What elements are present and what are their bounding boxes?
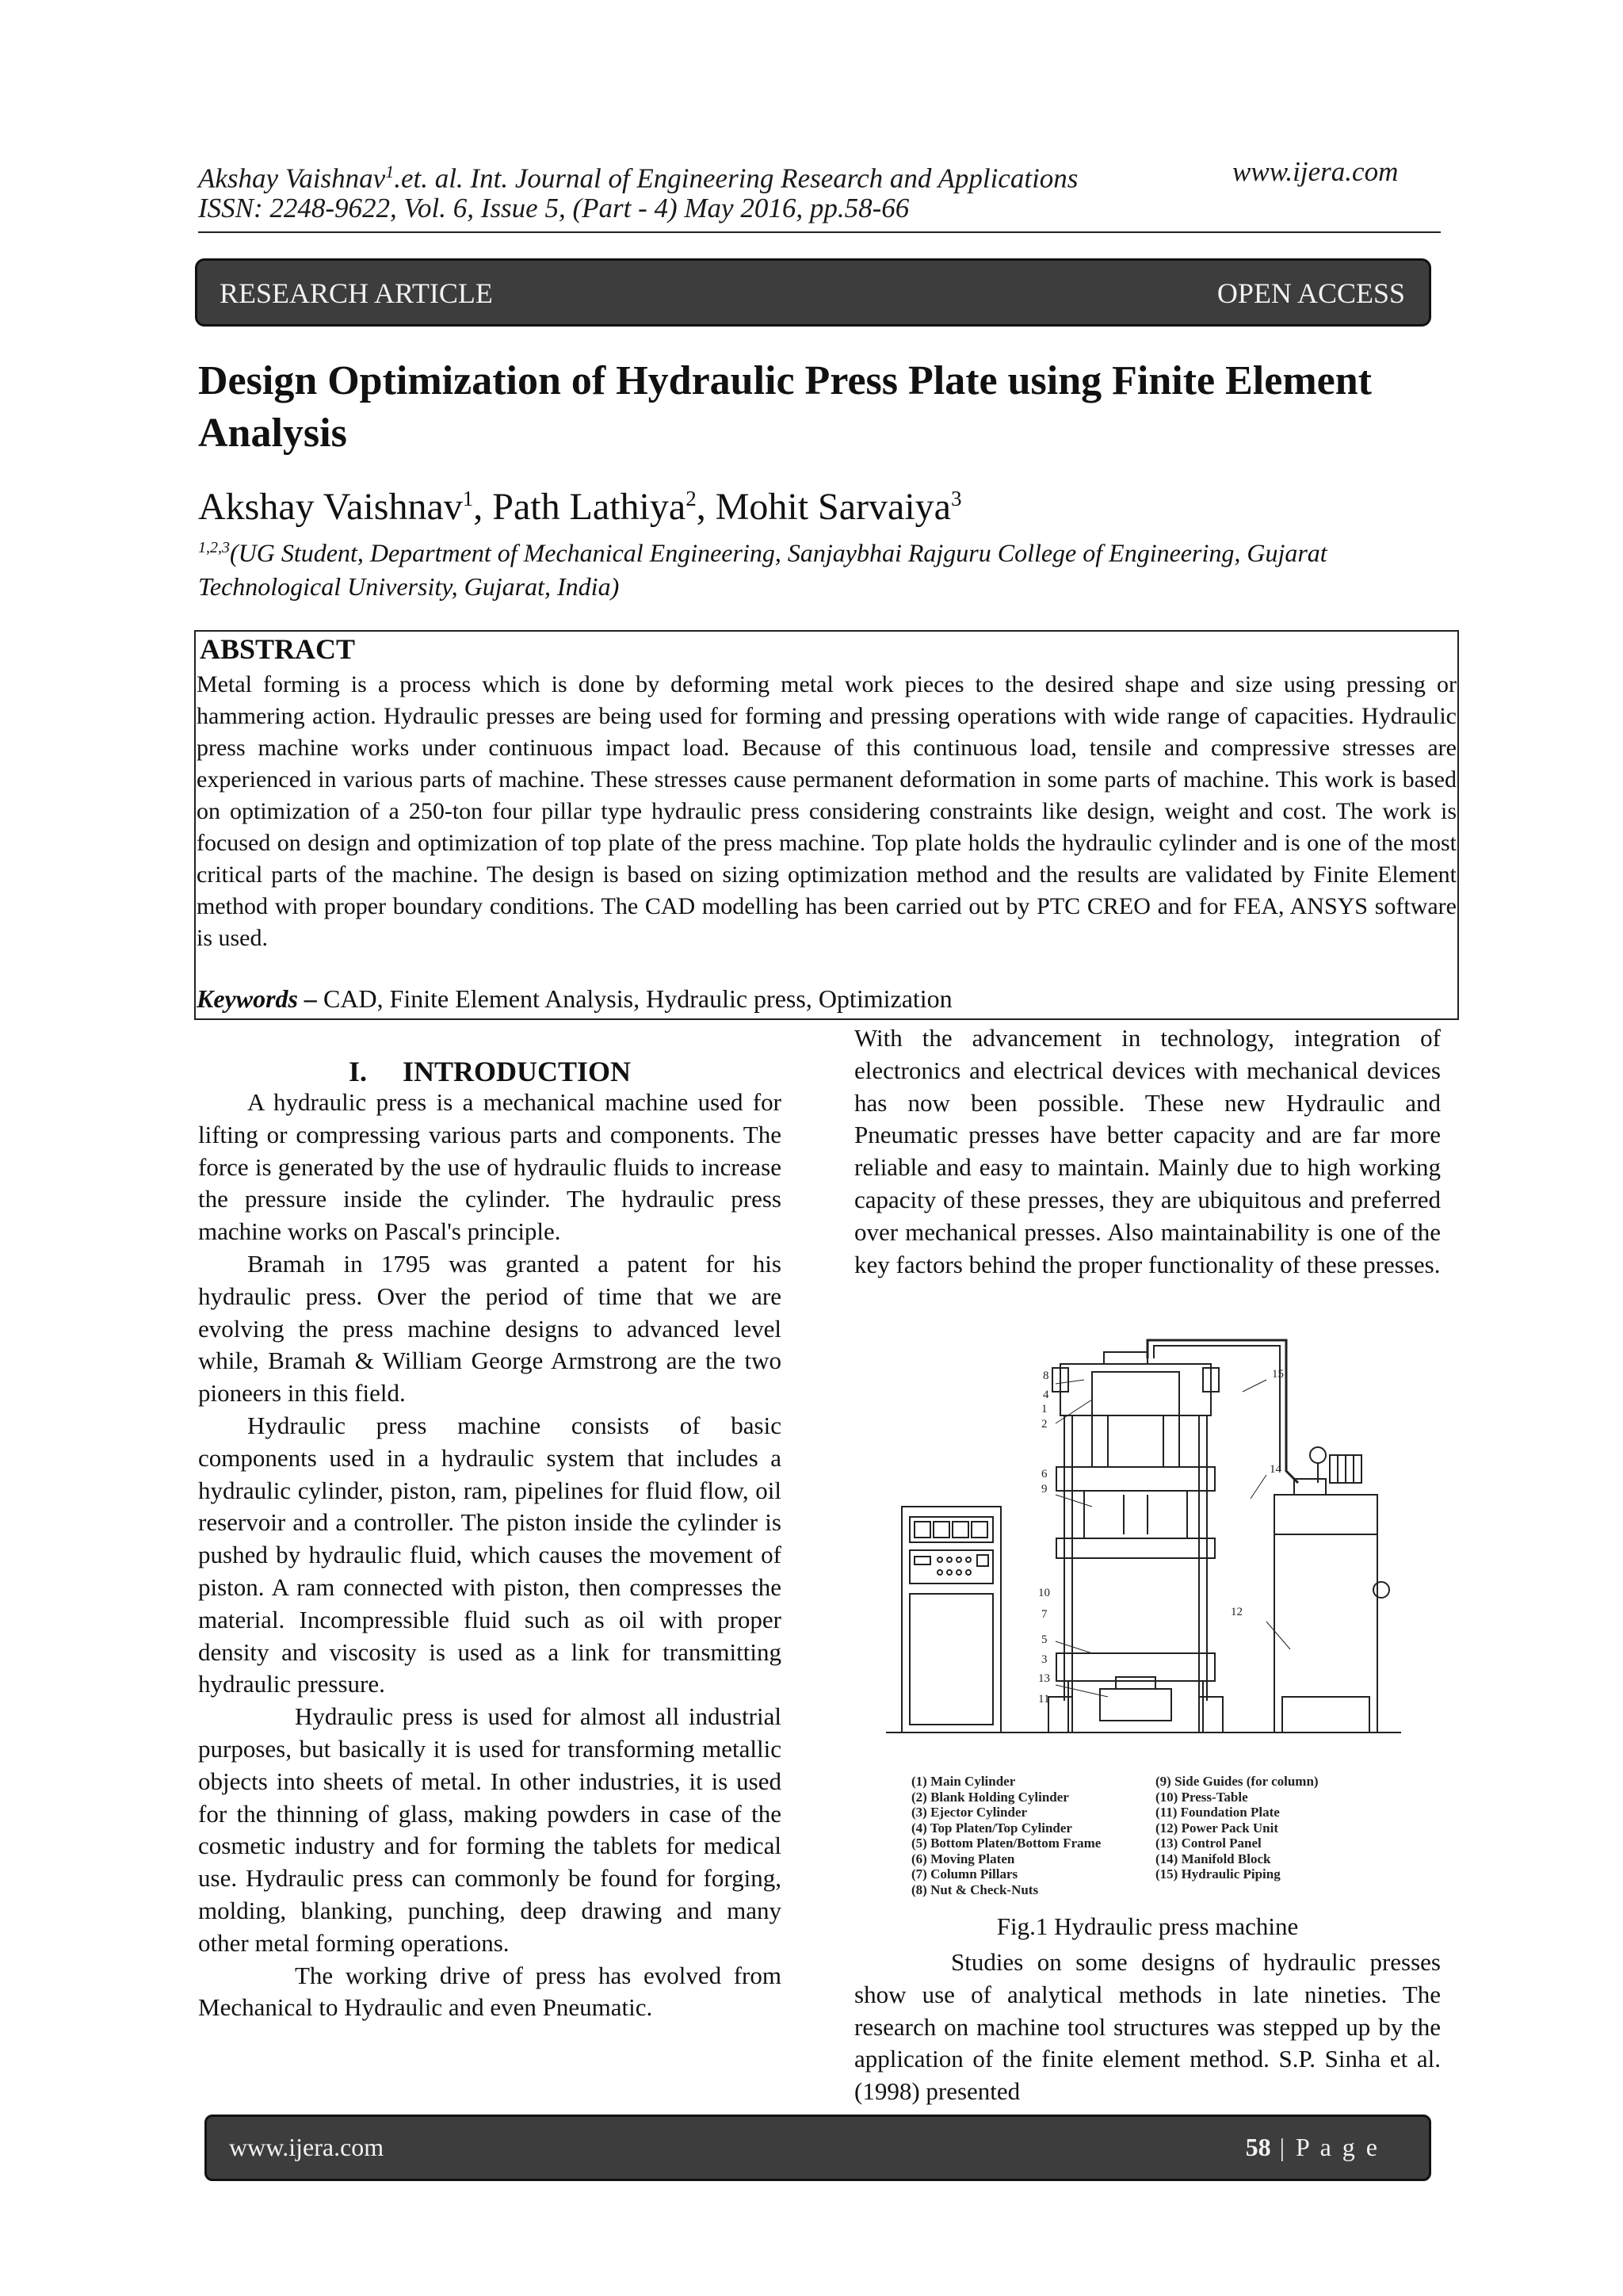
figure-legend-right (1155, 1774, 1319, 1882)
callout-8: 8 (1043, 1370, 1049, 1382)
hydraulic-press-figure (854, 1336, 1441, 1748)
author-sep: , (473, 486, 493, 528)
figure-caption: Fig.1 Hydraulic press machine (996, 1912, 1299, 1940)
header-journal: .et. al. Int. Journal of Engineering Research and Applications (394, 162, 1079, 194)
callout-1: 1 (1041, 1403, 1048, 1415)
callout-6: 6 (1041, 1468, 1048, 1480)
callout-7: 7 (1041, 1608, 1048, 1621)
callout-10: 10 (1038, 1587, 1050, 1599)
affiliation-sup: 1,2,3 (198, 539, 230, 556)
intro-paragraph-2: Bramah in 1795 was granted a patent for his hydraulic press. Over the period of time that we are evolving the press machine designs to advanced level while, Bramah & William George Armstrong are the two pioneers in this field. (198, 1249, 781, 1408)
legend-item: (14) Manifold Block (1155, 1851, 1271, 1866)
legend-item: (2) Blank Holding Cylinder (911, 1789, 1069, 1805)
article-type-banner (195, 258, 1431, 327)
author-2: Path Lathiya (492, 486, 686, 528)
legend-item: (15) Hydraulic Piping (1155, 1866, 1281, 1881)
studies-paragraph: Studies on some designs of hydraulic presses show use of analytical methods in late nineties. The research on machine tool structures was stepped up by the application of the finite element method. S.P. Sinha et al. (1998) presented (854, 1948, 1441, 2106)
footer-website[interactable]: www.ijera.com (229, 2133, 384, 2161)
figure-legend-left (911, 1774, 1101, 1897)
keywords-label: Keywords – (197, 984, 317, 1013)
author-3: Mohit Sarvaiya (715, 486, 951, 528)
intro-paragraph-3: Hydraulic press machine consists of basic components used in a hydraulic system that includes a hydraulic cylinder, piston, ram, pipelines for fluid flow, oil reservoir and a controller. The piston inside the cylinder is pushed by hydraulic fluid, which causes the movement of piston. A ram connected with piston, then compresses the material. Incompressible fluid such as oil with proper density and viscosity is used as a link for transmitting hydraulic pressure. (198, 1411, 781, 1698)
keywords-line (197, 984, 953, 1014)
journal-issn: ISSN: 2248-9622, Vol. 6, Issue 5, (Part - 4) May 2016, pp.58-66 (198, 193, 910, 223)
power-pack-unit (1274, 1447, 1389, 1733)
callout-5: 5 (1041, 1633, 1048, 1646)
research-article-label: RESEARCH ARTICLE (220, 277, 493, 309)
footer-page (1246, 2133, 1380, 2162)
callout-11: 11 (1038, 1693, 1050, 1706)
journal-website[interactable]: www.ijera.com (1232, 156, 1399, 187)
page-footer (204, 2115, 1431, 2181)
legend-item: (11) Foundation Plate (1155, 1805, 1280, 1820)
author-2-sup: 2 (685, 487, 697, 510)
callout-13: 13 (1038, 1672, 1050, 1685)
header-rule (198, 231, 1441, 233)
right-column-para-2 (854, 1946, 1441, 2108)
legend-item: (4) Top Platen/Top Cylinder (911, 1820, 1072, 1836)
press-frame (1048, 1352, 1223, 1733)
abstract-text: Metal forming is a process which is done by deforming metal work pieces to the desired shape and size using pressing or hammering action. Hydraulic presses are being used for forming and pressing operations with wide range of capacities. Hydraulic press machine works under continuous impact load. Because of this continuous load, tensile and compressive stresses are experienced in various parts of machine. These stresses cause permanent deformation in some parts of machine. This work is based on optimization of a 250-ton four pillar type hydraulic press considering constraints like design, weight and cost. The work is focused on design and optimization of top plate of the press machine. Top plate holds the hydraulic cylinder and is one of the most critical parts of the machine. The design is based on sizing optimization method and the results are validated by Finite Element method with proper boundary conditions. The CAD modelling has been carried out by PTC CREO and for FEA, ANSYS software is used. (197, 671, 1457, 951)
legend-item: (12) Power Pack Unit (1155, 1820, 1279, 1836)
abstract-heading: ABSTRACT (200, 633, 356, 665)
callout-3: 3 (1041, 1653, 1048, 1666)
keywords-text: CAD, Finite Element Analysis, Hydraulic press, Optimization (317, 984, 953, 1013)
author-sep: , (696, 486, 716, 528)
affiliation-text: (UG Student, Department of Mechanical Engineering, Sanjaybhai Rajguru College of Engineering, Gujarat Technological University, Gujarat, India) (198, 538, 1327, 601)
legend-item: (8) Nut & Check-Nuts (911, 1881, 1039, 1897)
author-1: Akshay Vaishnav (198, 486, 463, 528)
legend-item: (13) Control Panel (1155, 1836, 1262, 1851)
callout-15: 15 (1272, 1368, 1284, 1381)
affiliation (198, 531, 1434, 603)
author-3-sup: 3 (950, 487, 962, 510)
intro-paragraph-4: Hydraulic press is used for almost all industrial purposes, but basically it is used for transforming metallic objects into sheets of metal. In other industries, it is used for the thinning of glass, making powders in case of the cosmetic industry and for forming the tablets for medical use. Hydraulic press can commonly be found for forging, molding, blanking, punching, deep drawing and many other metal forming operations. (198, 1702, 781, 1957)
header-author: Akshay Vaishnav (198, 162, 386, 194)
legend-item: (1) Main Cylinder (911, 1774, 1016, 1789)
legend-item: (3) Ejector Cylinder (911, 1805, 1028, 1820)
left-column (198, 1087, 781, 2024)
legend-item: (7) Column Pillars (911, 1866, 1018, 1881)
journal-header (198, 155, 1078, 196)
legend-item: (9) Side Guides (for column) (1155, 1774, 1319, 1789)
page-number: 58 (1245, 2133, 1271, 2161)
callout-12: 12 (1231, 1606, 1243, 1618)
right-column-para-1: With the advancement in technology, integration of electronics and electrical devices with mechanical devices has now been possible. These new Hydraulic and Pneumatic presses have better capacity and are far more reliable and easy to maintain. Mainly due to high working capacity of these presses, they are ubiquitous and preferred over mechanical presses. Also maintainability is one of the key factors behind the proper functionality of these presses. (854, 1024, 1441, 1278)
intro-paragraph-5: The working drive of press has evolved from Mechanical to Hydraulic and even Pneumatic. (198, 1961, 781, 2022)
paper-title: Design Optimization of Hydraulic Press Plate using Finite Element Analysis (198, 358, 1372, 456)
author-list (198, 485, 961, 529)
control-panel-cabinet (902, 1507, 1001, 1733)
callout-4: 4 (1043, 1389, 1049, 1401)
author-1-sup: 1 (462, 487, 474, 510)
callout-9: 9 (1041, 1483, 1048, 1496)
page-label: | P a g e (1270, 2133, 1380, 2161)
open-access-label: OPEN ACCESS (1216, 277, 1405, 309)
legend-item: (5) Bottom Platen/Bottom Frame (911, 1836, 1102, 1851)
legend-item: (10) Press-Table (1155, 1789, 1248, 1805)
section-heading-introduction: I. INTRODUCTION (348, 1056, 632, 1087)
legend-item: (6) Moving Platen (911, 1851, 1015, 1866)
intro-paragraph-1: A hydraulic press is a mechanical machine used for lifting or compressing various parts and components. The force is generated by the use of hydraulic fluids to increase the pressure inside the cylinder. The hydraulic press machine works on Pascal's principle. (198, 1088, 781, 1246)
callout-14: 14 (1270, 1463, 1281, 1476)
callout-2: 2 (1041, 1418, 1048, 1431)
header-author-sup: 1 (385, 162, 395, 181)
